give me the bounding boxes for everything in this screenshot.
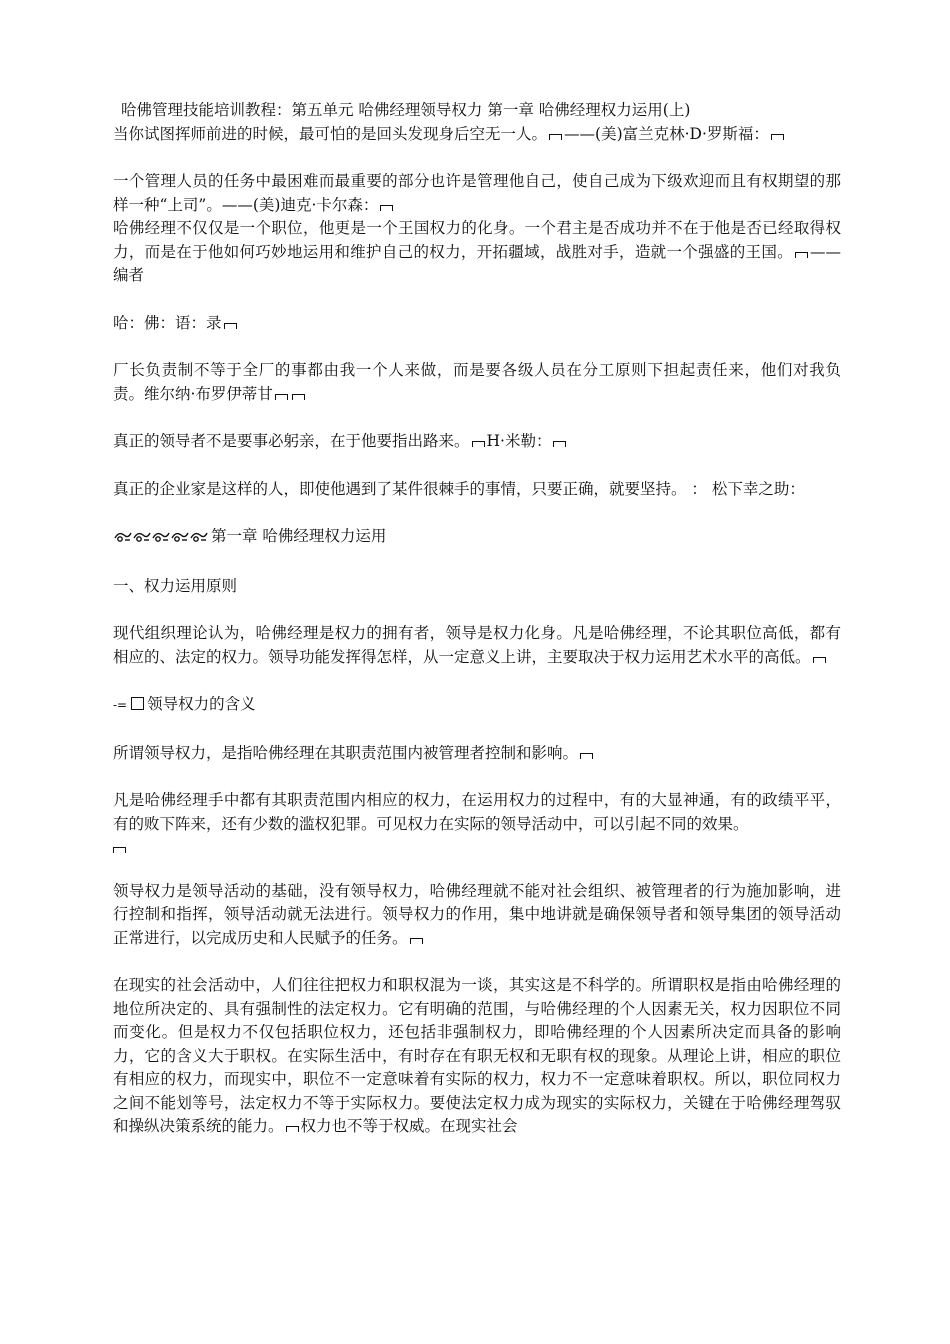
paragraph-mark-icon [224, 323, 237, 329]
quote-carlson [113, 170, 841, 217]
quote-attribution: ——(美)富兰克林·D·罗斯福： [564, 124, 769, 143]
document-title: 哈佛管理技能培训教程：第五单元 哈佛经理领导权力 第一章 哈佛经理权力运用(上) [121, 101, 691, 119]
paragraph-2: 所谓领导权力，是指哈佛经理在其职责范围内被管理者控制和影响。 [113, 742, 841, 766]
paragraph-mark-icon [380, 205, 393, 211]
decorative-glyphs-icon [113, 527, 211, 551]
saying-1: 厂长负责制不等于全厂的事都由我一个人来做，而是要各级人员在分工原则下担起责任来，他们对我负责。维尔纳·布罗伊蒂甘 [113, 361, 841, 403]
paragraph-mark-icon [472, 441, 485, 447]
paragraph-3: 凡是哈佛经理手中都有其职责范围内相应的权力，在运用权力的过程中，有的大显神通，有的政绩平平，有的败下阵来，还有少数的滥权犯罪。可见权力在实际的领导活动中，可以引起不同的效果。 [113, 789, 841, 860]
quote-attribution: ——编者 [113, 242, 841, 284]
subsection-heading: -= 领导权力的含义 [113, 695, 256, 713]
paragraph-5: 在现实的社会活动中，人们往往把权力和职权混为一谈，其实这是不科学的。所谓职权是指由哈佛经理的地位所决定的、具有强制性的法定权力。它有明确的范围，与哈佛经理的个人因素无关，权力因职位不同而变化。但是权力不仅包括职位权力，还包括非强制权力，即哈佛经理的个人因素所决定而具备的影响力，它的含义大于职权。在实际生活中，有时存在有职无权和无职有权的现象。从理论上讲，相应的职位有相应的权力，而现实中，职位不一定意味着有实际的权力，权力不一定意味着职权。所以，职位同权力之间不能划等号，法定权力不等于实际权力。要使法定权力成为现实的实际权力，关键在于哈佛经理驾驭和操纵决策系统的能力。 权力也不等于权威。在现实社会 [113, 976, 841, 1135]
paragraph-mark-icon [771, 134, 784, 140]
chapter-heading: 第一章 哈佛经理权力运用 [113, 525, 841, 551]
paragraph-mark-icon [549, 134, 562, 140]
paragraph-mark-icon [813, 657, 826, 663]
paragraph-mark-icon [410, 938, 423, 944]
saying-attribution: H·米勒： [486, 432, 552, 450]
paragraph-mark-icon [795, 252, 808, 258]
paragraph-mark-icon [553, 441, 566, 447]
paragraph-mark-icon [292, 394, 305, 400]
saying-3: 真正的企业家是这样的人，即使他遇到了某件很棘手的事情，只要正确，就要坚持。 ： 松下幸之助： [113, 479, 805, 498]
quote-text: 当你试图挥师前进的时候，最可怕的是回头发现身后空无一人。 [113, 124, 548, 143]
paragraph-mark-icon [286, 1126, 299, 1132]
paragraph-mark-icon [275, 394, 288, 400]
document-body [113, 99, 841, 1139]
paragraph-4: 领导权力是领导活动的基础，没有领导权力，哈佛经理就不能对社会组织、被管理者的行为施加影响，进行控制和指挥，领导活动就无法进行。领导权力的作用，集中地讲就是确保领导者和领导集团的领导活动正常进行，以完成历史和人民赋予的任务。 [113, 881, 841, 947]
saying-2: 真正的领导者不是要事必躬亲，在于他要指出路来。 H·米勒： [113, 430, 841, 454]
quote-text: 哈佛经理不仅仅是一个职位，他更是一个王国权力的化身。一个君主是否成功并不在于他是否已经取得权力，而是在于他如何巧妙地运用和维护自己的权力，开拓疆域，战胜对手，造就一个强盛的王国。 [113, 219, 841, 261]
section-heading: 一、权力运用原则 [113, 576, 238, 595]
quote-editor [113, 217, 841, 288]
paragraph-1: 现代组织理论认为，哈佛经理是权力的拥有者，领导是权力化身。凡是哈佛经理，不论其职位高低，都有相应的、法定的权力。领导功能发挥得怎样，从一定意义上讲，主要取决于权力运用艺术水平的高低。 [113, 624, 841, 666]
paragraph-mark-icon [580, 753, 593, 759]
checkbox-square-icon [131, 697, 144, 710]
paragraph-mark-icon [113, 847, 126, 853]
sayings-heading: 哈：佛：语：录 [113, 312, 841, 336]
quote-text: 一个管理人员的任务中最困难而最重要的部分也许是管理他自己，使自己成为下级欢迎而且有权期望的那样一种“上司”。——(美)迪克·卡尔森： [113, 172, 841, 214]
quote-roosevelt [113, 123, 841, 147]
